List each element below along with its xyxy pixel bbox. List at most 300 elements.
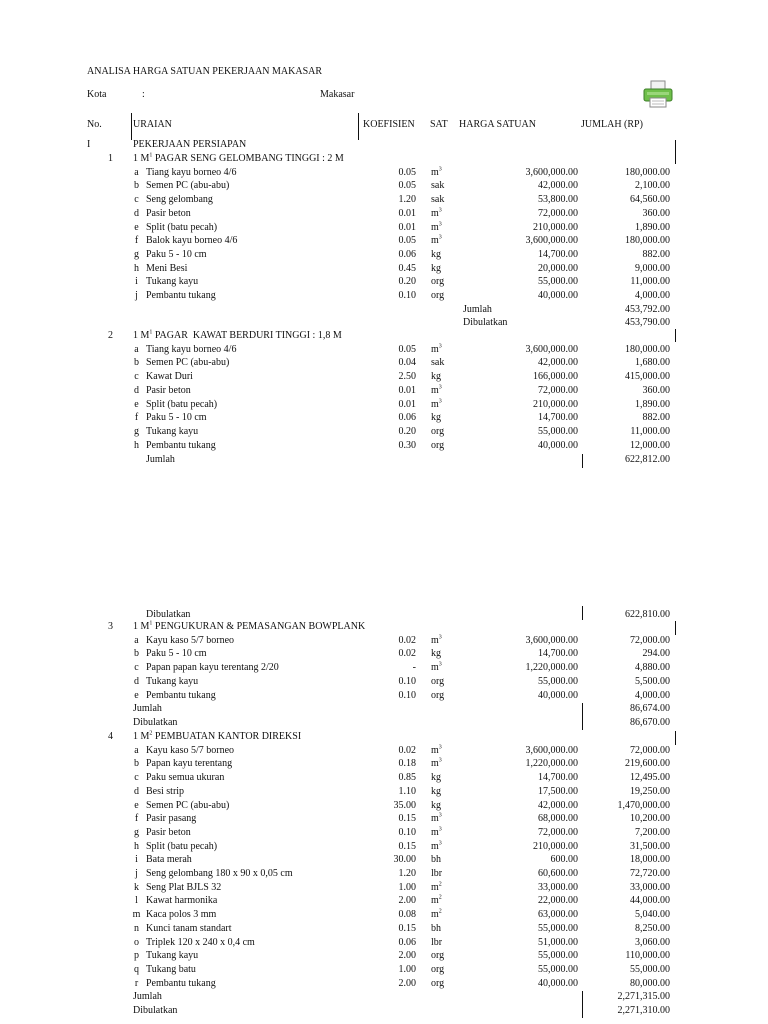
subtotal-row xyxy=(0,454,768,468)
item-harga-satuan: 63,000.00 xyxy=(538,909,578,921)
column-divider xyxy=(358,113,359,140)
item-sat-unit: org xyxy=(431,439,445,451)
item-description: Semen PC (abu-abu) xyxy=(146,357,230,369)
table-row xyxy=(0,923,768,937)
item-koefisien: 0.06 xyxy=(398,936,416,948)
item-sat-superscript: 2 xyxy=(438,895,442,902)
item-sat xyxy=(431,344,442,356)
item-harga-satuan: 42,000.00 xyxy=(538,799,578,811)
item-description: Tukang kayu xyxy=(146,950,199,962)
item-koefisien: 1.00 xyxy=(398,963,416,975)
item-sat-unit: lbr xyxy=(431,868,443,879)
group-title-prefix: 1 M xyxy=(133,621,150,632)
item-koefisien: 0.01 xyxy=(398,398,416,410)
item-description: Pasir beton xyxy=(146,826,191,838)
item-sat xyxy=(431,371,441,383)
table-row xyxy=(0,827,768,841)
item-description: Kaca polos 3 mm xyxy=(146,909,217,921)
item-jumlah: 80,000.00 xyxy=(630,977,670,989)
item-sat xyxy=(431,895,442,907)
item-jumlah: 180,000.00 xyxy=(625,235,670,247)
item-sat-unit: m xyxy=(431,235,439,247)
item-koefisien: 1.10 xyxy=(398,785,416,797)
item-harga-satuan: 55,000.00 xyxy=(538,675,578,687)
item-sat xyxy=(431,690,444,702)
item-sat xyxy=(431,290,444,302)
item-harga-satuan: 14,700.00 xyxy=(538,248,578,260)
table-row xyxy=(0,909,768,923)
item-description: Meni Besi xyxy=(146,262,188,274)
item-jumlah: 18,000.00 xyxy=(630,854,670,866)
item-harga-satuan: 20,000.00 xyxy=(538,262,578,274)
item-jumlah: 31,500.00 xyxy=(630,840,670,852)
group-title-text: PENGUKURAN & PEMASANGAN BOWPLANK xyxy=(152,621,366,632)
item-harga-satuan: 42,000.00 xyxy=(538,357,578,369)
group-title-superscript: 1 xyxy=(149,152,153,159)
item-sat-superscript: 3 xyxy=(438,634,442,641)
item-sat xyxy=(431,385,442,397)
item-sat-unit: org xyxy=(431,689,445,701)
item-letter: e xyxy=(134,689,139,701)
item-sat-unit: org xyxy=(431,977,445,989)
item-letter: k xyxy=(134,881,139,893)
item-description: Pembantu tukang xyxy=(146,439,216,451)
item-jumlah: 219,600.00 xyxy=(625,758,670,770)
item-sat-superscript: 3 xyxy=(438,234,442,241)
item-sat-unit: sak xyxy=(431,180,445,192)
item-description: Tukang kayu xyxy=(146,425,199,437)
item-sat xyxy=(431,745,442,757)
item-letter: g xyxy=(134,425,139,437)
rounded-total-row xyxy=(0,1005,768,1019)
group-title xyxy=(133,153,344,165)
item-harga-satuan: 72,000.00 xyxy=(538,207,578,219)
item-jumlah: 64,560.00 xyxy=(630,194,670,206)
item-harga-satuan: 53,800.00 xyxy=(538,194,578,206)
item-koefisien: 35.00 xyxy=(393,799,416,811)
table-row xyxy=(0,440,768,454)
item-sat-unit: org xyxy=(431,425,445,437)
item-letter: e xyxy=(134,221,139,233)
item-sat xyxy=(431,276,444,288)
item-letter: d xyxy=(134,785,139,797)
item-harga-satuan: 14,700.00 xyxy=(538,412,578,424)
item-sat xyxy=(431,882,442,894)
item-sat-unit: m xyxy=(431,398,439,410)
item-sat-superscript: 3 xyxy=(438,744,442,751)
rounded-total-row xyxy=(0,717,768,731)
item-letter: d xyxy=(134,207,139,219)
item-sat xyxy=(431,937,442,949)
group-title-prefix: 1 M xyxy=(133,330,150,341)
table-row xyxy=(0,662,768,676)
header-jumlah: JUMLAH (RP) xyxy=(581,119,643,130)
item-letter: f xyxy=(134,412,139,424)
table-row xyxy=(0,964,768,978)
item-sat xyxy=(431,854,441,866)
item-sat-unit: kg xyxy=(431,648,441,660)
item-sat xyxy=(431,923,441,935)
item-description: Tiang kayu borneo 4/6 xyxy=(146,166,237,178)
item-sat xyxy=(431,194,444,206)
dibulatkan-value: 453,790.00 xyxy=(625,317,670,329)
item-jumlah: 11,000.00 xyxy=(630,276,670,288)
item-sat-unit: org xyxy=(431,276,445,288)
item-jumlah: 1,680.00 xyxy=(635,357,670,369)
item-harga-satuan: 33,000.00 xyxy=(538,881,578,893)
kota-label: Kota xyxy=(87,89,107,100)
table-row xyxy=(0,868,768,882)
jumlah-label: Jumlah xyxy=(146,454,175,465)
item-description: Pasir pasang xyxy=(146,813,197,825)
item-harga-satuan: 42,000.00 xyxy=(538,180,578,192)
subtotal-row xyxy=(0,304,768,318)
item-koefisien: 0.45 xyxy=(398,262,416,274)
item-jumlah: 5,040.00 xyxy=(635,909,670,921)
subtotal-row xyxy=(0,703,768,717)
table-row xyxy=(0,426,768,440)
item-sat xyxy=(431,964,444,976)
item-description: Kayu kaso 5/7 borneo xyxy=(146,744,235,756)
table-row xyxy=(0,208,768,222)
item-jumlah: 4,000.00 xyxy=(635,290,670,301)
item-letter: j xyxy=(135,868,138,879)
item-koefisien: 0.01 xyxy=(398,207,416,219)
item-sat-superscript: 3 xyxy=(438,840,442,847)
item-description: Seng gelombang 180 x 90 x 0,05 cm xyxy=(146,868,293,879)
group-title-text: PEMBUATAN KANTOR DIREKSI xyxy=(152,731,302,742)
table-row xyxy=(0,290,768,304)
item-sat xyxy=(431,399,442,411)
group-number: 4 xyxy=(108,731,113,742)
item-sat-unit: org xyxy=(431,963,445,975)
item-description: Tukang kayu xyxy=(146,675,199,687)
kota-colon: : xyxy=(142,89,145,100)
item-jumlah: 33,000.00 xyxy=(630,881,670,893)
table-row xyxy=(0,222,768,236)
item-letter: g xyxy=(134,826,139,838)
item-letter: a xyxy=(134,166,139,178)
item-letter: e xyxy=(134,398,139,410)
item-koefisien: 0.20 xyxy=(398,425,416,437)
item-harga-satuan: 60,600.00 xyxy=(538,868,578,879)
table-row xyxy=(0,758,768,772)
item-description: Triplek 120 x 240 x 0,4 cm xyxy=(146,936,255,948)
item-jumlah: 110,000.00 xyxy=(625,950,670,962)
table-row xyxy=(0,235,768,249)
item-koefisien: 0.15 xyxy=(398,922,416,934)
table-row xyxy=(0,249,768,263)
item-jumlah: 72,000.00 xyxy=(630,634,670,646)
item-sat-unit: m xyxy=(431,221,439,233)
item-harga-satuan: 55,000.00 xyxy=(538,425,578,437)
item-sat-unit: m xyxy=(431,881,439,893)
item-letter: c xyxy=(134,194,139,206)
printer-icon[interactable] xyxy=(643,80,673,108)
jumlah-value: 86,674.00 xyxy=(630,703,670,715)
item-harga-satuan: 40,000.00 xyxy=(538,290,578,301)
group-title-text: PAGAR SENG GELOMBANG TINGGI : 2 M xyxy=(152,153,344,164)
item-sat-unit: org xyxy=(431,950,445,962)
table-row xyxy=(0,412,768,426)
section-title: PEKERJAAN PERSIAPAN xyxy=(133,139,247,150)
item-jumlah: 12,000.00 xyxy=(630,439,670,451)
item-koefisien: 0.10 xyxy=(398,290,416,301)
table-row xyxy=(0,895,768,909)
item-description: Bata merah xyxy=(146,854,192,866)
item-jumlah: 7,200.00 xyxy=(635,826,670,838)
item-koefisien: 0.30 xyxy=(398,439,416,451)
item-koefisien: 0.10 xyxy=(398,826,416,838)
item-jumlah: 44,000.00 xyxy=(630,895,670,907)
item-sat-unit: m xyxy=(431,634,439,646)
group-number: 2 xyxy=(108,330,113,341)
item-sat-superscript: 3 xyxy=(438,166,442,173)
item-harga-satuan: 17,500.00 xyxy=(538,785,578,797)
item-sat-superscript: 3 xyxy=(438,221,442,228)
table-row xyxy=(0,167,768,181)
item-sat xyxy=(431,412,441,424)
table-row xyxy=(0,978,768,992)
jumlah-value: 2,271,315.00 xyxy=(617,991,670,1003)
item-description: Paku 5 - 10 cm xyxy=(146,248,207,260)
item-jumlah: 9,000.00 xyxy=(635,262,670,274)
item-jumlah: 72,720.00 xyxy=(630,868,670,879)
item-description: Papan kayu terentang xyxy=(146,758,233,770)
item-jumlah: 3,060.00 xyxy=(635,936,670,948)
table-row xyxy=(0,937,768,951)
item-harga-satuan: 40,000.00 xyxy=(538,689,578,701)
item-description: Balok kayu borneo 4/6 xyxy=(146,235,238,247)
item-harga-satuan: 72,000.00 xyxy=(538,384,578,396)
item-harga-satuan: 22,000.00 xyxy=(538,895,578,907)
item-sat-unit: m xyxy=(431,895,439,907)
item-letter: r xyxy=(134,977,139,989)
table-row xyxy=(0,357,768,371)
item-letter: n xyxy=(134,922,139,934)
item-jumlah: 882.00 xyxy=(642,412,670,424)
item-description: Pembantu tukang xyxy=(146,290,216,301)
item-sat-unit: m xyxy=(431,909,439,921)
item-harga-satuan: 40,000.00 xyxy=(538,977,578,989)
item-koefisien: 2.00 xyxy=(398,895,416,907)
item-harga-satuan: 1,220,000.00 xyxy=(525,662,578,674)
table-row xyxy=(0,676,768,690)
item-sat-unit: m xyxy=(431,166,439,178)
item-sat-unit: m xyxy=(431,826,439,838)
item-description: Split (batu pecah) xyxy=(146,840,218,852)
item-sat xyxy=(431,841,442,853)
item-sat xyxy=(431,208,442,220)
item-sat xyxy=(431,167,442,179)
item-sat xyxy=(431,758,442,770)
item-sat-unit: m xyxy=(431,813,439,825)
item-harga-satuan: 210,000.00 xyxy=(533,398,578,410)
group-number: 3 xyxy=(108,621,113,632)
subtotal-row xyxy=(0,991,768,1005)
item-sat-unit: m xyxy=(431,207,439,219)
item-harga-satuan: 3,600,000.00 xyxy=(525,166,578,178)
item-sat-superscript: 3 xyxy=(438,398,442,405)
page-title: ANALISA HARGA SATUAN PEKERJAAN MAKASAR xyxy=(87,66,323,77)
item-letter: c xyxy=(134,772,139,784)
section-number: I xyxy=(87,139,91,150)
group-title-superscript: 1 xyxy=(149,620,153,627)
item-harga-satuan: 40,000.00 xyxy=(538,439,578,451)
item-letter: q xyxy=(134,963,139,975)
item-jumlah: 8,250.00 xyxy=(635,922,670,934)
item-harga-satuan: 51,000.00 xyxy=(538,936,578,948)
item-letter: b xyxy=(134,357,139,369)
item-description: Pembantu tukang xyxy=(146,977,216,989)
item-description: Kunci tanam standart xyxy=(146,922,232,934)
item-jumlah: 4,880.00 xyxy=(635,662,670,674)
item-sat xyxy=(431,662,442,674)
item-letter: e xyxy=(134,799,139,811)
item-letter: a xyxy=(134,634,139,646)
item-letter: i xyxy=(135,854,138,866)
item-harga-satuan: 14,700.00 xyxy=(538,648,578,660)
item-sat xyxy=(431,235,442,247)
group-title xyxy=(133,621,365,633)
item-jumlah: 2,100.00 xyxy=(635,180,670,192)
item-letter: a xyxy=(134,343,139,355)
item-letter: f xyxy=(134,813,139,825)
item-harga-satuan: 3,600,000.00 xyxy=(525,235,578,247)
item-harga-satuan: 55,000.00 xyxy=(538,922,578,934)
item-jumlah: 12,495.00 xyxy=(630,772,670,784)
item-sat-superscript: 3 xyxy=(438,384,442,391)
item-letter: h xyxy=(134,840,139,852)
group-title-superscript: 1 xyxy=(149,329,153,336)
group-title-prefix: 1 M xyxy=(133,153,150,164)
table-row xyxy=(0,854,768,868)
item-sat-unit: org xyxy=(431,290,445,301)
item-sat-superscript: 3 xyxy=(438,343,442,350)
group-number: 1 xyxy=(108,153,113,164)
item-description: Pasir beton xyxy=(146,207,191,219)
item-harga-satuan: 3,600,000.00 xyxy=(525,343,578,355)
item-jumlah: 1,890.00 xyxy=(635,398,670,410)
header-harga: HARGA SATUAN xyxy=(459,119,536,130)
item-description: Besi strip xyxy=(146,785,185,797)
table-row xyxy=(0,772,768,786)
item-sat-unit: kg xyxy=(431,772,441,784)
table-row xyxy=(0,813,768,827)
item-letter: b xyxy=(134,648,139,660)
jumlah-label: Jumlah xyxy=(133,991,162,1003)
table-row xyxy=(0,385,768,399)
item-koefisien: 0.20 xyxy=(398,276,416,288)
item-sat xyxy=(431,772,441,784)
header-uraian: URAIAN xyxy=(133,119,172,130)
table-row xyxy=(0,263,768,277)
item-jumlah: 360.00 xyxy=(642,207,670,219)
item-description: Paku semua ukuran xyxy=(146,772,225,784)
item-koefisien: 2.00 xyxy=(398,950,416,962)
item-sat-unit: org xyxy=(431,675,445,687)
table-row xyxy=(0,399,768,413)
item-harga-satuan: 210,000.00 xyxy=(533,840,578,852)
item-koefisien: 0.02 xyxy=(398,634,416,646)
table-row xyxy=(0,882,768,896)
item-letter: d xyxy=(134,384,139,396)
item-jumlah: 294.00 xyxy=(642,648,670,660)
dibulatkan-label: Dibulatkan xyxy=(146,609,191,620)
item-sat xyxy=(431,978,444,990)
table-row xyxy=(0,648,768,662)
item-jumlah: 180,000.00 xyxy=(625,166,670,178)
item-harga-satuan: 55,000.00 xyxy=(538,276,578,288)
table-row xyxy=(0,180,768,194)
item-sat-unit: kg xyxy=(431,799,441,811)
item-description: Kawat Duri xyxy=(146,371,193,383)
item-letter: i xyxy=(135,276,138,288)
item-koefisien: 2.00 xyxy=(398,977,416,989)
item-description: Tukang batu xyxy=(146,963,196,975)
item-letter: b xyxy=(134,180,139,192)
item-koefisien: 0.05 xyxy=(398,235,416,247)
item-letter: l xyxy=(135,895,138,907)
item-description: Kayu kaso 5/7 borneo xyxy=(146,634,235,646)
item-description: Semen PC (abu-abu) xyxy=(146,180,230,192)
dibulatkan-label: Dibulatkan xyxy=(463,317,508,329)
item-description: Papan papan kayu terentang 2/20 xyxy=(146,662,279,674)
item-sat xyxy=(431,263,441,275)
table-row xyxy=(0,344,768,358)
item-koefisien: 0.01 xyxy=(398,221,416,233)
item-description: Kawat harmonika xyxy=(146,895,218,907)
item-jumlah: 4,000.00 xyxy=(635,689,670,701)
item-letter: d xyxy=(134,675,139,687)
item-jumlah: 360.00 xyxy=(642,384,670,396)
item-harga-satuan: 166,000.00 xyxy=(533,371,578,383)
item-harga-satuan: 72,000.00 xyxy=(538,826,578,838)
item-koefisien: 0.02 xyxy=(398,744,416,756)
item-sat xyxy=(431,827,442,839)
item-jumlah: 415,000.00 xyxy=(625,371,670,383)
item-jumlah: 1,470,000.00 xyxy=(617,799,670,811)
jumlah-label: Jumlah xyxy=(133,703,162,715)
item-koefisien: 1.20 xyxy=(398,868,416,879)
table-row xyxy=(0,690,768,704)
header-koefisien: KOEFISIEN xyxy=(363,119,415,130)
item-sat xyxy=(431,440,444,452)
item-letter: f xyxy=(134,235,139,247)
dibulatkan-value: 86,670.00 xyxy=(630,716,670,728)
group-title-row xyxy=(0,330,768,344)
item-description: Tiang kayu borneo 4/6 xyxy=(146,343,237,355)
item-description: Split (batu pecah) xyxy=(146,221,218,233)
dibulatkan-value: 2,271,310.00 xyxy=(617,1005,670,1016)
item-sat xyxy=(431,635,442,647)
item-koefisien: 1.20 xyxy=(398,194,416,206)
item-koefisien: 2.50 xyxy=(398,371,416,383)
item-sat-unit: bh xyxy=(431,854,441,866)
item-sat xyxy=(431,222,442,234)
item-description: Seng Plat BJLS 32 xyxy=(146,881,222,893)
item-harga-satuan: 600.00 xyxy=(550,854,578,866)
item-description: Split (batu pecah) xyxy=(146,398,218,410)
item-sat xyxy=(431,909,442,921)
item-description: Semen PC (abu-abu) xyxy=(146,799,230,811)
item-koefisien: 0.05 xyxy=(398,343,416,355)
item-jumlah: 72,000.00 xyxy=(630,744,670,756)
group-title-text: PAGAR KAWAT BERDURI TINGGI : 1,8 M xyxy=(152,330,342,341)
dibulatkan-label: Dibulatkan xyxy=(133,716,178,728)
item-letter: h xyxy=(134,262,139,274)
dibulatkan-value: 622,810.00 xyxy=(625,609,670,620)
